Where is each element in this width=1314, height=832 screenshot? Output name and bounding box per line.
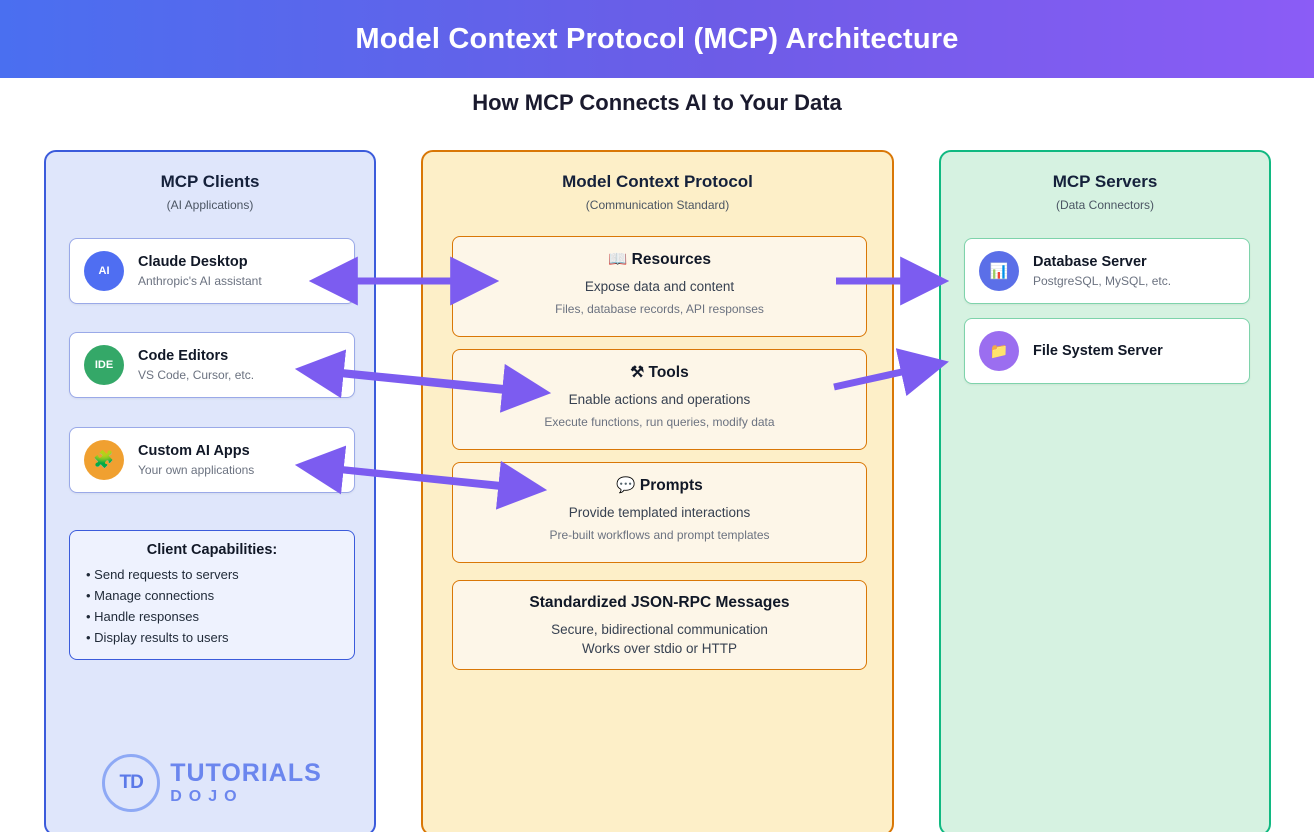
list-item: • Send requests to servers [86,567,239,582]
page-title: Model Context Protocol (MCP) Architecture [355,22,959,55]
client-card-claude-desktop[interactable] [69,238,355,304]
client-name: Custom AI Apps [138,443,250,459]
list-item: • Display results to users [86,630,229,645]
protocol-column-title: Model Context Protocol [562,172,753,191]
client-capabilities-box [69,530,355,660]
protocol-card-title [453,476,866,495]
logo-line2: DOJO [170,788,244,806]
servers-column [939,150,1271,832]
protocol-card-title-text: Standardized JSON-RPC Messages [529,594,790,611]
puzzle-icon: 🧩 [84,440,124,480]
protocol-card-line2: Works over stdio or HTTP [581,641,738,656]
client-card-custom-ai-apps[interactable] [69,427,355,493]
client-capabilities-list [86,567,338,645]
clients-column-subtitle: (AI Applications) [166,198,254,212]
client-name: Code Editors [138,348,229,364]
page-header [0,0,1314,78]
protocol-card-title-text: Resources [631,251,711,268]
server-card-file-system[interactable] [964,318,1250,384]
prompts-icon: 💬 [616,477,636,494]
tools-icon: ⚒ [630,364,645,381]
server-card-database[interactable] [964,238,1250,304]
list-item: • Manage connections [86,588,215,603]
protocol-card-line1: Secure, bidirectional communication [551,622,768,637]
protocol-card-line2: Execute functions, run queries, modify data [544,415,775,429]
server-name: File System Server [1033,343,1163,359]
ide-avatar: IDE [84,345,124,385]
client-capabilities-title: Client Capabilities: [146,542,278,558]
protocol-column [421,150,894,832]
claude-avatar: AI [84,251,124,291]
clients-column [44,150,376,832]
protocol-card-line1: Enable actions and operations [568,392,751,407]
logo-mark: TD [102,754,160,812]
client-desc: VS Code, Cursor, etc. [138,368,255,382]
protocol-card-line2: Pre-built workflows and prompt templates [549,528,770,542]
database-icon: 📊 [979,251,1019,291]
protocol-card-resources[interactable] [452,236,867,337]
server-name: Database Server [1033,254,1147,270]
protocol-card-line1: Expose data and content [584,279,735,294]
protocol-card-prompts[interactable] [452,462,867,563]
protocol-card-json-rpc[interactable] [452,580,867,670]
tutorials-dojo-logo [46,754,378,812]
page-subtitle: How MCP Connects AI to Your Data [472,90,842,115]
protocol-card-title-text: Prompts [639,477,703,494]
protocol-card-title [453,250,866,269]
protocol-card-line1: Provide templated interactions [568,505,751,520]
protocol-card-tools[interactable] [452,349,867,450]
client-desc: Your own applications [138,463,255,477]
client-name: Claude Desktop [138,254,248,270]
servers-column-title: MCP Servers [1052,172,1158,191]
folder-icon: 📁 [979,331,1019,371]
server-desc: PostgreSQL, MySQL, etc. [1033,274,1172,288]
protocol-card-line2: Files, database records, API responses [555,302,764,316]
servers-column-subtitle: (Data Connectors) [1055,198,1155,212]
client-card-code-editors[interactable] [69,332,355,398]
resources-icon: 📖 [608,251,628,268]
protocol-column-subtitle: (Communication Standard) [585,198,730,212]
protocol-card-title [453,363,866,382]
client-desc: Anthropic's AI assistant [138,274,262,288]
logo-line1: TUTORIALS [170,758,322,787]
protocol-card-title-text: Tools [648,364,689,381]
clients-column-title: MCP Clients [160,172,260,191]
list-item: • Handle responses [86,609,199,624]
